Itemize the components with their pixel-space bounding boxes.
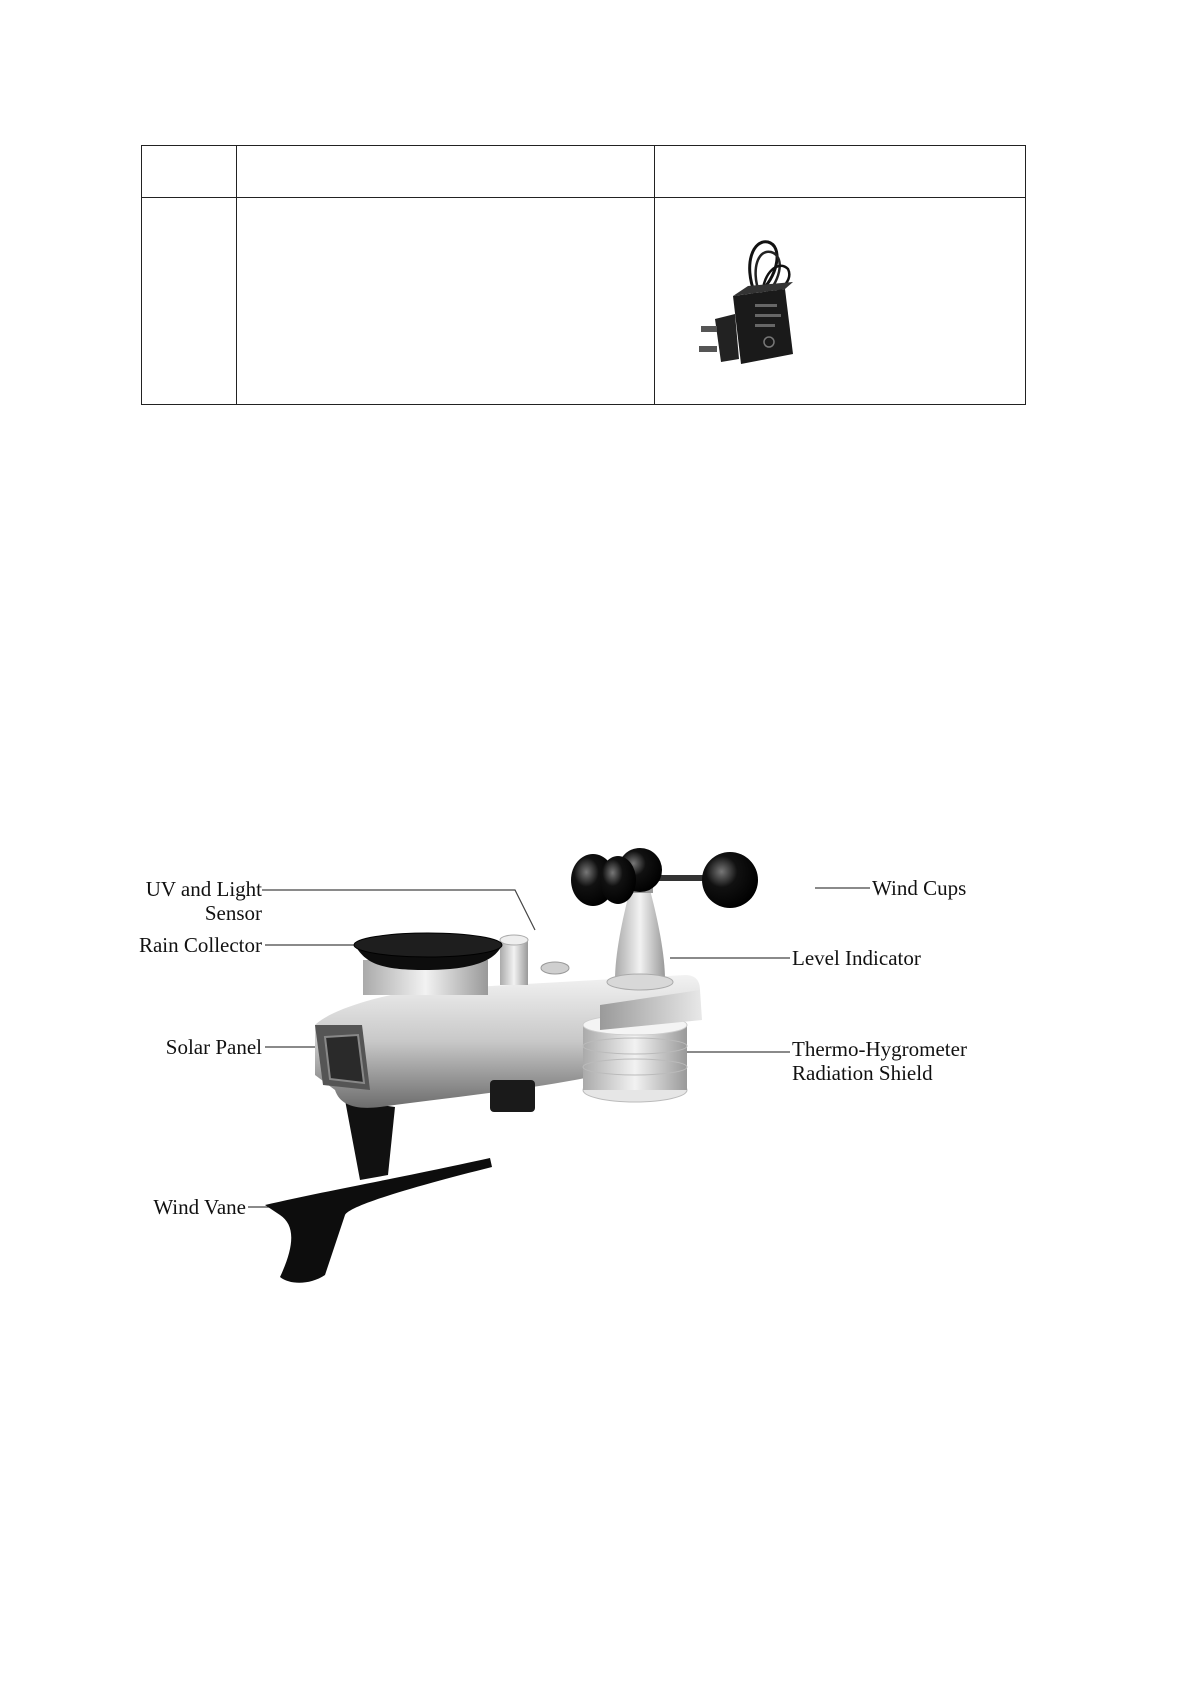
- table-header-row: [142, 146, 1026, 198]
- power-adapter-image: [693, 234, 813, 384]
- label-rain-collector: Rain Collector: [138, 933, 262, 957]
- label-uv-light-sensor-2: Sensor: [204, 901, 262, 925]
- header-cell-image: [655, 146, 1026, 198]
- label-thermo-hygrometer-1: Thermo-Hygrometer: [792, 1037, 967, 1061]
- cell-image: [655, 198, 1026, 405]
- table-row: [142, 198, 1026, 405]
- cell-description: [237, 198, 655, 405]
- label-uv-light-sensor-1: UV and Light: [145, 877, 262, 901]
- header-cell-number: [142, 146, 237, 198]
- cell-number: [142, 198, 237, 405]
- parts-table: [141, 145, 1026, 405]
- label-solar-panel: Solar Panel: [165, 1035, 262, 1059]
- label-level-indicator: Level Indicator: [792, 946, 921, 970]
- label-thermo-hygrometer-2: Radiation Shield: [792, 1061, 933, 1085]
- label-wind-vane: Wind Vane: [153, 1195, 246, 1219]
- label-wind-cups: Wind Cups: [872, 876, 967, 900]
- sensor-diagram: [130, 845, 1010, 1315]
- header-cell-description: [237, 146, 655, 198]
